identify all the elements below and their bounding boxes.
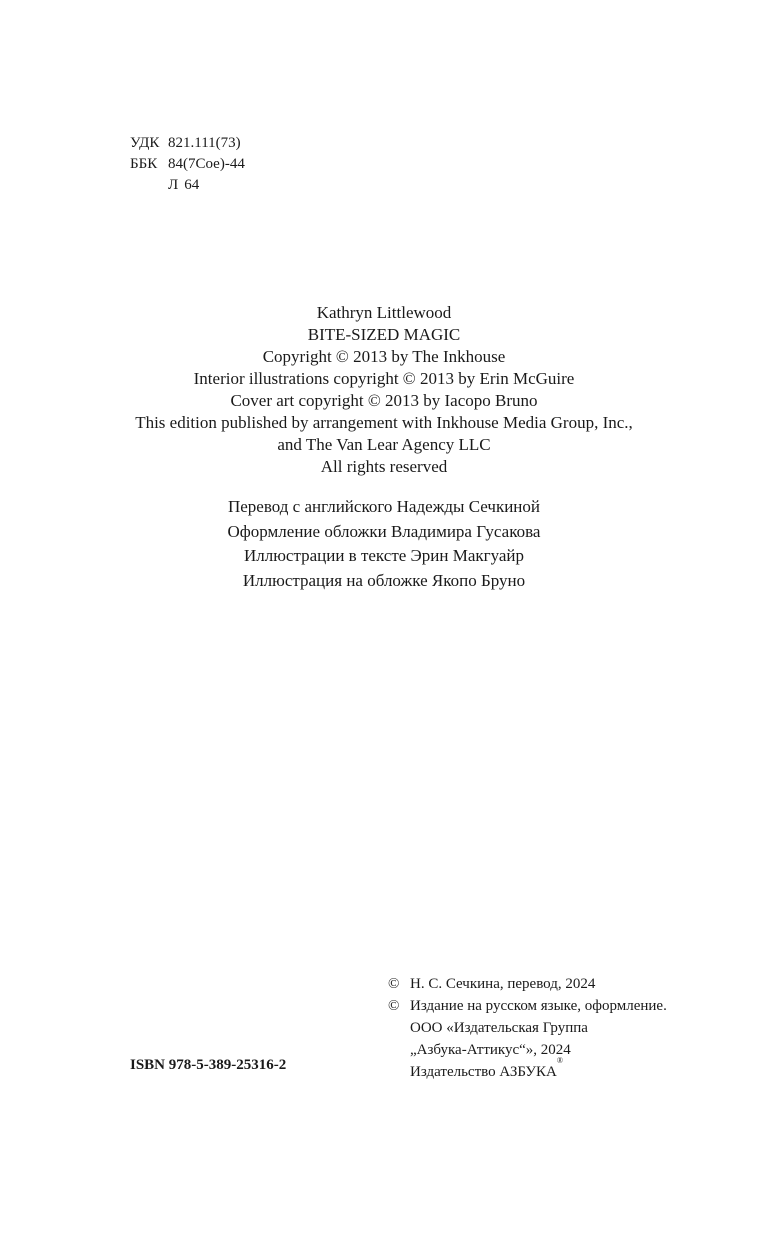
copyright-notices (388, 973, 667, 1083)
agency-line: and The Van Lear Agency LLC (277, 435, 491, 454)
translator-line: Перевод с английского Надежды Сечкиной (227, 497, 540, 516)
translation-copyright-row (388, 973, 667, 995)
isbn-number: ISBN 978-5-389-25316-2 (130, 1057, 287, 1073)
publisher-group-line (388, 1017, 667, 1039)
catalog-block (130, 133, 245, 196)
bbk-value: 84(7Сое)-44 (168, 156, 245, 172)
udk-label: УДК (130, 135, 160, 151)
original-credits (0, 302, 768, 478)
author-mark-letter: Л (168, 177, 179, 193)
publisher-name: „Азбука-Аттикус“», 2024 (410, 1042, 571, 1058)
udk-row (130, 133, 245, 154)
copyright-symbol: © (388, 998, 400, 1014)
cover-illustration-line: Иллюстрация на обложке Якопо Бруно (242, 570, 526, 590)
edition-copyright: Издание на русском языке, оформление. (410, 998, 667, 1014)
copyright-text: Copyright © 2013 by The Inkhouse (262, 347, 506, 366)
cover-art-copyright: Cover art copyright © 2013 by Iacopo Bruno (230, 391, 538, 410)
translation-copyright: Н. С. Сечкина, перевод, 2024 (410, 976, 596, 992)
registered-mark: ® (556, 1056, 563, 1065)
bbk-row (130, 154, 245, 175)
bbk-label: ББК (130, 156, 158, 172)
text-illustrations-line: Иллюстрации в тексте Эрин Макгуайр (243, 546, 525, 565)
illustrations-copyright: Interior illustrations copyright © 2013 by Erin McGuire (193, 369, 575, 388)
imprint-line (388, 1056, 667, 1083)
author-mark-row (130, 175, 245, 196)
edition-arrangement: This edition published by arrangement with Inkhouse Media Group, Inc., (135, 413, 633, 432)
imprint-name: Издательство АЗБУКА (410, 1064, 557, 1080)
edition-copyright-row (388, 995, 667, 1017)
publisher-name-line (388, 1039, 667, 1061)
russian-credits (0, 495, 768, 593)
author-mark-number: 64 (184, 177, 200, 193)
original-title: BITE-SIZED MAGIC (307, 325, 461, 344)
cover-design-line: Оформление обложки Владимира Гусакова (227, 521, 541, 541)
author-name: Kathryn Littlewood (316, 303, 452, 322)
rights-reserved: All rights reserved (320, 457, 448, 476)
copyright-symbol: © (388, 976, 400, 992)
udk-value: 821.111(73) (168, 135, 241, 151)
publisher-group: ООО «Издательская Группа (410, 1020, 588, 1036)
